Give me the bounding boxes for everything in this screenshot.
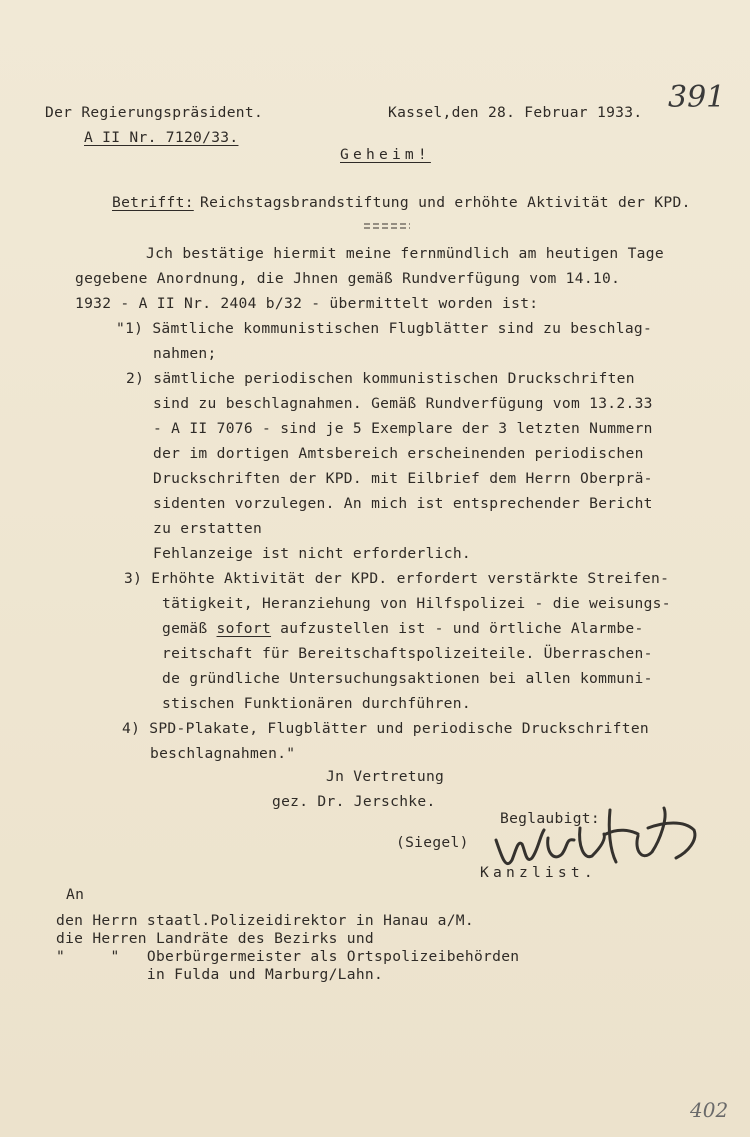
item-3-line: stischen Funktionären durchführen.: [162, 695, 471, 712]
classification: Geheim!: [340, 146, 431, 163]
recipient-line: die Herren Landräte des Bezirks und: [56, 930, 375, 947]
intro-line: Jch bestätige hiermit meine fernmündlich am heutigen Tage: [146, 245, 664, 262]
signature-text: Wickert: [488, 800, 493, 801]
certified-label: Beglaubigt:: [500, 810, 600, 827]
folio-number: 391: [668, 80, 726, 115]
item-3-line: [162, 620, 644, 638]
recipient-line: " " Oberbürgermeister als Ortspolizeibehörden: [56, 948, 520, 965]
item-2-line: der im dortigen Amtsbereich erscheinenden periodischen: [153, 445, 644, 462]
authority: Der Regierungspräsident.: [45, 104, 264, 121]
item-1-line: "1) Sämtliche kommunistischen Flugblätter sind zu beschlag-: [116, 320, 653, 337]
item-2-line: - A II 7076 - sind je 5 Exemplare der 3 letzten Nummern: [153, 420, 653, 437]
item-2-line: zu erstatten: [153, 520, 263, 537]
item-2-line: Fehlanzeige ist nicht erforderlich.: [153, 545, 472, 562]
recipient-line: den Herrn staatl.Polizeidirektor in Hanau a/M.: [56, 912, 474, 929]
subject-divider: [364, 222, 410, 230]
item-2-line: sidenten vorzulegen. An mich ist entsprechender Bericht: [153, 495, 653, 512]
item-4-line: 4) SPD-Plakate, Flugblätter und periodische Druckschriften: [122, 720, 649, 737]
signed-line: gez. Dr. Jerschke.: [272, 793, 436, 810]
item-3-line: de gründliche Untersuchungsaktionen bei allen kommuni-: [162, 670, 653, 687]
item-2-line: Druckschriften der KPD. mit Eilbrief dem Herrn Oberprä-: [153, 470, 653, 487]
item-1-line: nahmen;: [153, 345, 217, 362]
item-3-line: reitschaft für Bereitschaftspolizeiteile. Überraschen-: [162, 645, 653, 662]
deputy-line: Jn Vertretung: [326, 768, 445, 785]
item-2-line: sind zu beschlagnahmen. Gemäß Rundverfügung vom 13.2.33: [153, 395, 653, 412]
item-3-line: 3) Erhöhte Aktivität der KPD. erfordert verstärkte Streifen-: [124, 570, 670, 587]
item-3-text: gemäß: [162, 620, 217, 637]
file-number: A II Nr. 7120/33.: [84, 129, 239, 146]
item-3-text: aufzustellen ist - und örtliche Alarmbe-: [271, 620, 644, 637]
place-date: Kassel,den 28. Februar 1933.: [388, 104, 643, 121]
recipient-line: in Fulda und Marburg/Lahn.: [56, 966, 384, 983]
intro-line: gegebene Anordnung, die Jhnen gemäß Rundverfügung vom 14.10.: [75, 270, 621, 287]
intro-line: 1932 - A II Nr. 2404 b/32 - übermittelt worden ist:: [75, 295, 539, 312]
item-4-line: beschlagnahmen.": [150, 745, 296, 762]
subject-label: Betrifft:: [112, 194, 194, 211]
item-2-line: 2) sämtliche periodischen kommunistischen Druckschriften: [126, 370, 635, 387]
pencil-page-number: 402: [690, 1098, 729, 1122]
emphasis-sofort: sofort: [216, 620, 272, 637]
recipients-label: An: [66, 886, 85, 903]
clerk-title: Kanzlist.: [480, 864, 597, 881]
seal-note: (Siegel): [396, 834, 469, 851]
item-3-line: tätigkeit, Heranziehung von Hilfspolizei - die weisungs-: [162, 595, 671, 612]
subject-text: Reichstagsbrandstiftung und erhöhte Aktivität der KPD.: [200, 194, 691, 211]
